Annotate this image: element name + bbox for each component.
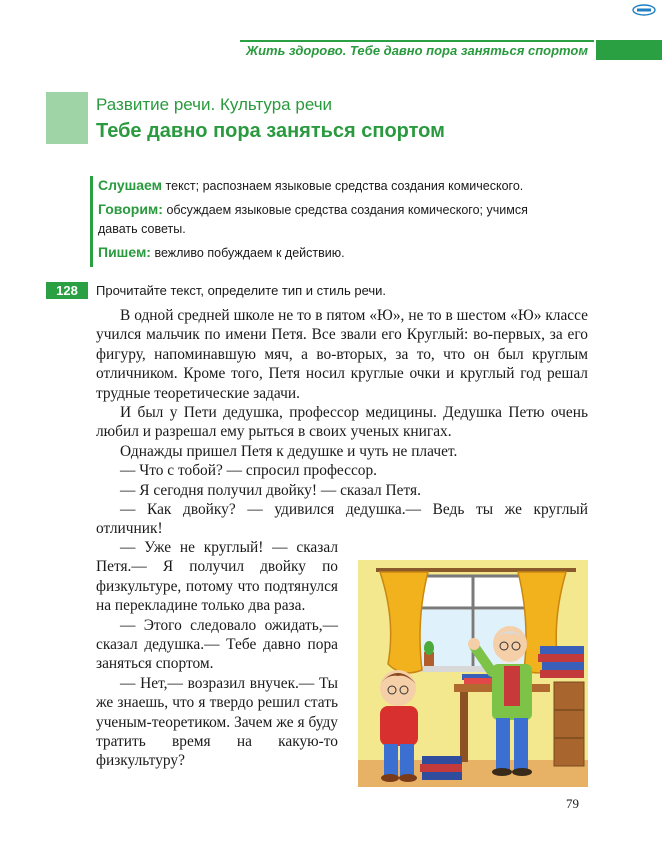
story-paragraph: — Я сегодня получил двойку! — сказал Петя. (120, 481, 421, 499)
story-paragraph: — Что с тобой? — спросил профессор. (120, 462, 378, 480)
goal-listening (98, 176, 568, 196)
story-paragraph: И был у Пети дедушка, профессор медицины. Дедушка Петю очень любил и разрешал ему рыться в своих ученых книгах. (96, 404, 588, 441)
goal-label: Слушаем (98, 177, 163, 193)
goal-text: обсуждаем языковые средства создания комического; учимся давать советы. (98, 203, 528, 236)
goal-label: Говорим: (98, 201, 163, 217)
goal-speaking (98, 200, 568, 239)
header-rule (240, 40, 594, 42)
lesson-subtitle: Развитие речи. Культура речи (96, 95, 333, 114)
publisher-logo-icon (632, 4, 656, 16)
goal-label: Пишем: (98, 244, 151, 260)
running-header (240, 40, 662, 60)
goal-text: вежливо побуждаем к действию. (154, 246, 345, 260)
lesson-marker (46, 92, 88, 144)
story-paragraph: — Этого следовало ожидать,— сказал дедушка.— Тебе давно пора заняться спортом. (96, 616, 338, 673)
grandfather-and-grandson-illustration (358, 560, 588, 787)
running-title: Жить здорово. Тебе давно пора заняться спортом (246, 43, 588, 58)
story-text (96, 306, 588, 539)
goal-text: текст; распознаем языковые средства создания комического. (165, 179, 524, 193)
story-paragraph: — Как двойку? — удивился дедушка.— Ведь ты же круглый отличник! (96, 501, 588, 538)
header-accent-block (596, 40, 662, 60)
lesson-title: Тебе давно пора заняться спортом (96, 120, 445, 142)
exercise-instruction: Прочитайте текст, определите тип и стиль речи. (96, 283, 387, 298)
story-paragraph: В одной средней школе не то в пятом «Ю», не то в шестом «Ю» классе учился мальчик по имени Петя. Все звали его Круглый: во-первых, за его фигуру, напоминавшую мяч, а во-вторых, за то, что он был круглым отличником. Кроме того, Петя носил круглые очки и круглый год решал трудные теоретические задачи. (96, 307, 588, 402)
story-paragraph: Однажды пришел Петя к дедушке и чуть не плачет. (120, 442, 458, 460)
story-paragraph: — Уже не круглый! — сказал Петя.— Я получил двойку по физкультуре, потому что подтянулся на перекладине только два раза. (96, 539, 338, 615)
story-text-continued (96, 538, 338, 771)
story-paragraph: — Нет,— возразил внучек.— Ты же знаешь, что я твердо решил стать ученым-теоретиком. Зачем же я буду тратить время на какую-то физкультуру? (96, 674, 338, 770)
page-number: 79 (566, 796, 579, 811)
goal-writing (98, 243, 568, 263)
exercise-number: 128 (46, 282, 88, 299)
lesson-goals (90, 176, 568, 267)
